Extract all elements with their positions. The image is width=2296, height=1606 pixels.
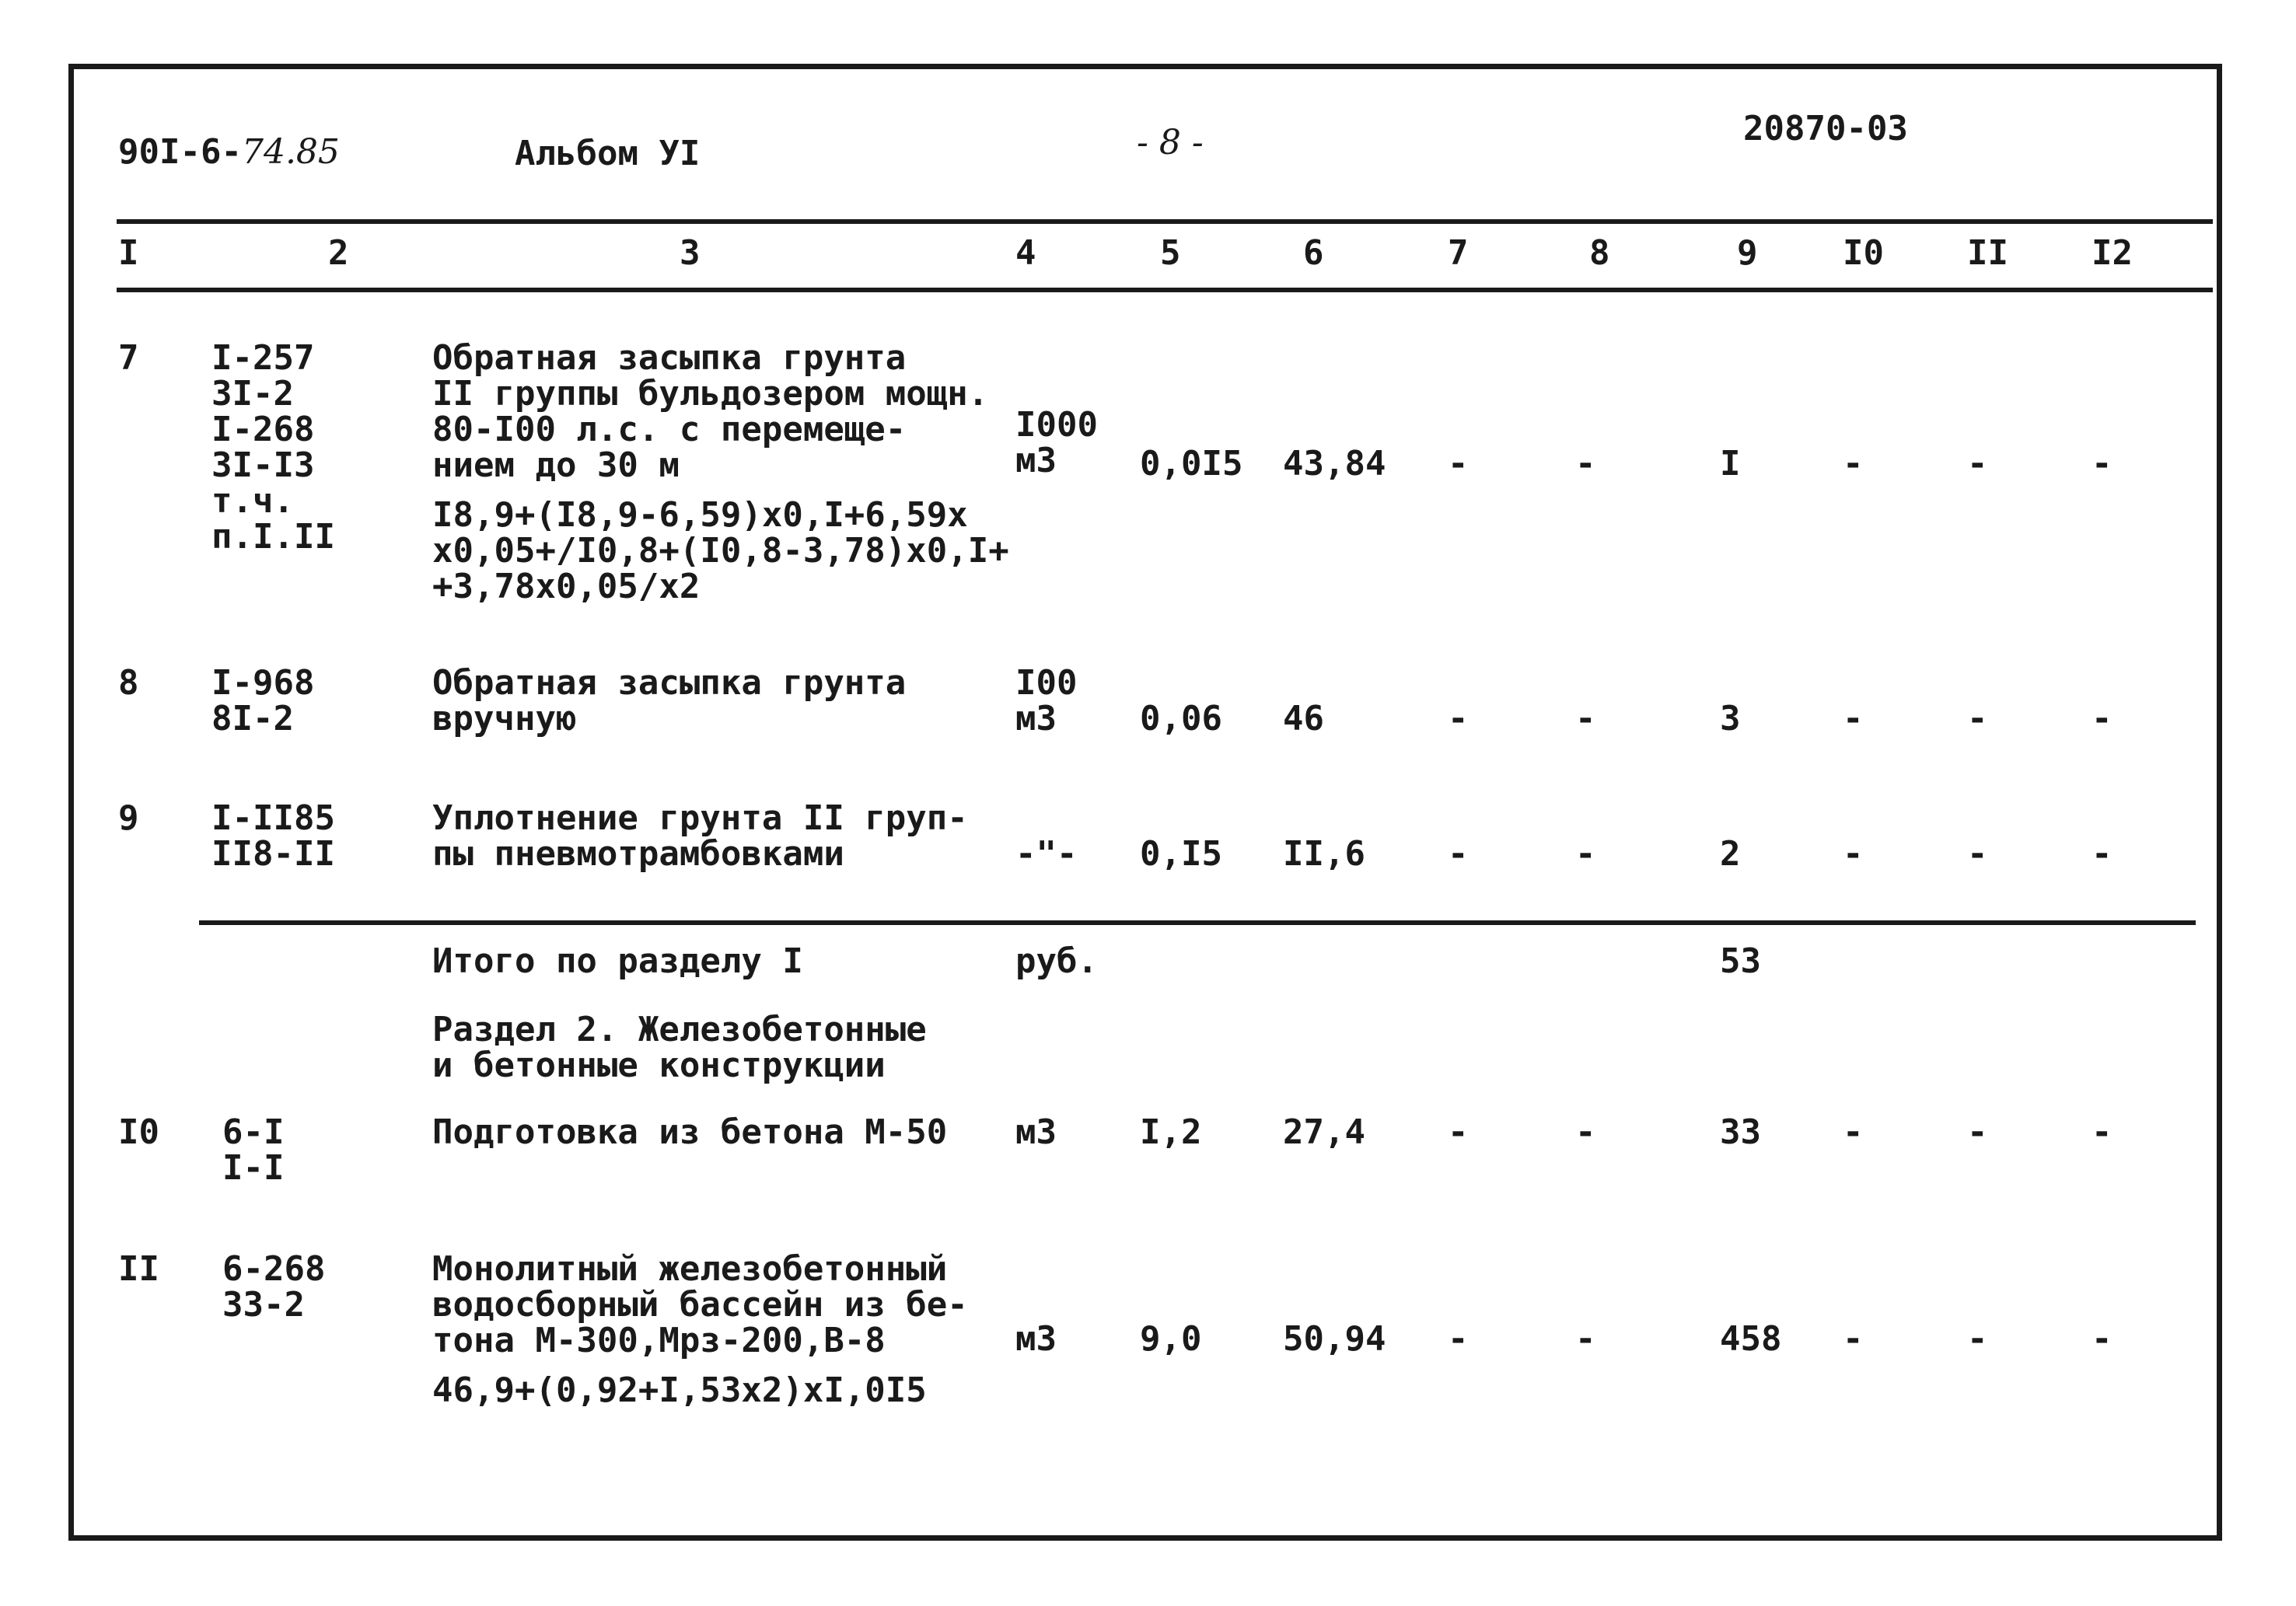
row-8-c8: - [1575,699,1596,738]
album-label: Альбом УI [515,134,701,173]
row-9-code: I-II85 II8-II [211,798,335,874]
row-8-price: 46 [1283,699,1324,738]
row-11-c12: - [2092,1319,2113,1359]
row-9-num: 9 [118,798,139,838]
column-header-1: I [118,233,139,273]
row-8-c11: - [1967,699,1988,738]
row-11-unit: м3 [1015,1319,1057,1359]
total-label: Итого по разделу I [432,941,803,981]
column-header-6: 6 [1303,233,1324,273]
row-11-formula: 46,9+(0,92+I,53x2)xI,0I5 [432,1370,927,1410]
row-10-price: 27,4 [1283,1112,1365,1152]
column-header-10: I0 [1843,233,1884,273]
row-11-desc: Монолитный железобетонный водосборный бассейн из бе- тона М-300,Мрз-200,В-8 [432,1249,968,1360]
section-2-title: Раздел 2. Железобетонные и бетонные конструкции [432,1010,927,1085]
total-unit: руб. [1015,941,1098,981]
row-7-c11: - [1967,444,1988,484]
row-9-qty: 0,I5 [1140,834,1222,874]
row-7-c7: - [1448,444,1469,484]
row-7-formula: I8,9+(I8,9-6,59)x0,I+6,59x x0,05+/I0,8+(I0,8-3,78)x0,I+ +3,78x0,05/x2 [432,495,1009,606]
column-header-8: 8 [1589,233,1610,273]
row-7-c9: I [1720,444,1741,484]
row-10-c8: - [1575,1112,1596,1152]
row-7-price: 43,84 [1283,444,1386,484]
row-10-desc: Подготовка из бетона М-50 [432,1112,948,1152]
column-header-4: 4 [1015,233,1036,273]
row-8-num: 8 [118,663,139,703]
row-8-c10: - [1843,699,1864,738]
row-11-c9: 458 [1720,1319,1782,1359]
document-code-prefix: 90I-6- [118,132,242,172]
row-9-price: II,6 [1283,834,1365,874]
row-9-c10: - [1843,834,1864,874]
row-9-c7: - [1448,834,1469,874]
total-value: 53 [1720,941,1761,981]
column-header-12: I2 [2092,233,2133,273]
row-11-code: 6-268 33-2 [222,1249,326,1325]
document-code-handwritten: 74.85 [241,132,340,172]
row-11-num: II [118,1249,159,1289]
row-8-c12: - [2092,699,2113,738]
row-8-code: I-968 8I-2 [211,663,315,738]
row-10-qty: I,2 [1140,1112,1202,1152]
row-11-c11: - [1967,1319,1988,1359]
row-9-c8: - [1575,834,1596,874]
row-10-c12: - [2092,1112,2113,1152]
row-9-c12: - [2092,834,2113,874]
row-11-qty: 9,0 [1140,1319,1202,1359]
header-top-rule [117,219,2213,224]
row-9-c9: 2 [1720,834,1741,874]
row-7-c10: - [1843,444,1864,484]
row-8-unit: I00 м3 [1015,663,1078,738]
row-7-code: I-257 3I-2 I-268 3I-I3 т.ч. п.I.II [211,338,335,557]
row-8-c7: - [1448,699,1469,738]
row-10-num: I0 [118,1112,159,1152]
row-9-c11: - [1967,834,1988,874]
row-8-desc: Обратная засыпка грунта вручную [432,663,907,738]
document-code [118,132,340,172]
column-header-11: II [1967,233,2008,273]
column-header-3: 3 [680,233,701,273]
row-11-price: 50,94 [1283,1319,1386,1359]
column-header-5: 5 [1160,233,1181,273]
row-10-c11: - [1967,1112,1988,1152]
row-10-c7: - [1448,1112,1469,1152]
row-7-desc: Обратная засыпка грунта II группы бульдозером мощн. 80-I00 л.с. с перемеще- нием до 30 м [432,338,989,485]
row-8-c9: 3 [1720,699,1741,738]
row-7-qty: 0,0I5 [1140,444,1243,484]
column-header-2: 2 [328,233,349,273]
row-10-c9: 33 [1720,1112,1761,1152]
row-9-unit: -"- [1015,834,1078,874]
row-7-unit: I000 м3 [1015,405,1098,480]
total-rule [199,920,2196,925]
row-10-code: 6-I I-I [222,1112,285,1188]
page-number: - 8 - [1137,123,1204,162]
column-header-9: 9 [1737,233,1758,273]
header-bottom-rule [117,288,2213,292]
row-11-c10: - [1843,1319,1864,1359]
row-11-c7: - [1448,1319,1469,1359]
row-7-num: 7 [118,338,139,378]
doc-number: 20870-03 [1743,109,1908,148]
row-9-desc: Уплотнение грунта II груп- пы пневмотрамбовками [432,798,968,874]
row-7-c12: - [2092,444,2113,484]
row-10-unit: м3 [1015,1112,1057,1152]
row-8-qty: 0,06 [1140,699,1222,738]
column-header-7: 7 [1448,233,1469,273]
row-11-c8: - [1575,1319,1596,1359]
row-7-c8: - [1575,444,1596,484]
row-10-c10: - [1843,1112,1864,1152]
